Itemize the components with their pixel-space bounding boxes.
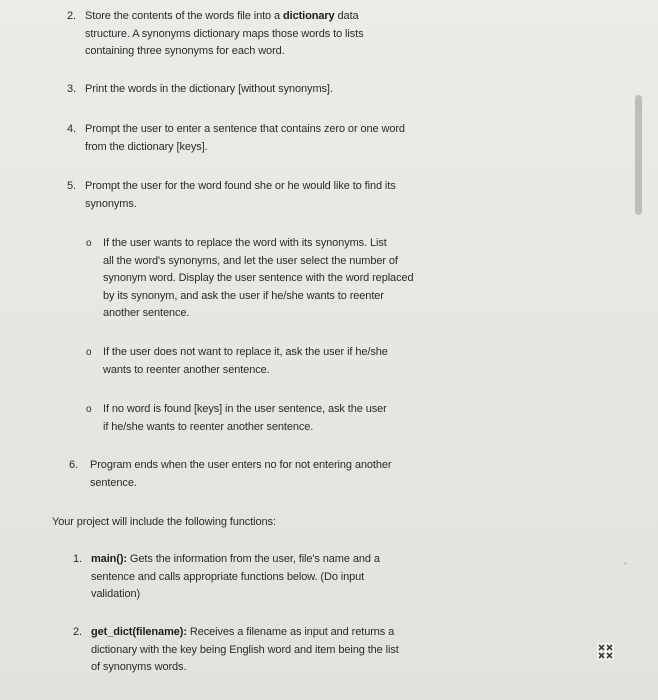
item-number: 3. [67, 83, 76, 95]
functions-intro: Your project will include the following functions: [52, 516, 276, 528]
function-name-main: main(): [91, 553, 127, 565]
collapse-arrows-icon[interactable] [597, 643, 614, 660]
keyword-dictionary: dictionary [283, 10, 335, 22]
document-page: 2. Store the contents of the words file into a dictionary data structure. A synonyms dictionary maps those words to lists containing three synonyms for each word. 3. Print the words in the dictionary [without synonyms]. 4. Prompt the user to enter a sentence that contains zero or one word from the dictionary [keys]. 5. Prompt the user for the word found she or he would like to find its synonyms. o If the user wants to replace the word with its synonyms. List all the word's synonyms, and let the user select the number of synonym word. Display the user sentence with the word replaced by its synonym, and ask the user if he/she wants to reenter another sentence. o If the user does not want to replace it, ask the user if he/she wants to reenter another sentence. o If no word is found [keys] in the user sentence, ask the user if he/she wants to reenter another sentence. 6. Program ends when the user enters no for not entering another sentence. Your project will include the following functions: 1. main(): Gets the information from the user, file's name and a sentence and calls appropriate functions below. (Do input validation) 2. get_dict(filename): Receives a filename as input and returns a dictionary with the key being English word and item being the list of synonyms words. [0, 0, 658, 700]
bullet-icon: o [86, 404, 92, 415]
item-number: 1. [73, 553, 82, 565]
item-number: 4. [67, 123, 76, 135]
bullet-icon: o [86, 238, 92, 249]
bullet-icon: o [86, 347, 92, 358]
item-number: 6. [69, 459, 78, 471]
function-name-get-dict: get_dict(filename): [91, 626, 187, 638]
item-number: 2. [67, 10, 76, 22]
scroll-dot [624, 562, 627, 565]
scrollbar-thumb[interactable] [635, 95, 642, 215]
item-number: 2. [73, 626, 82, 638]
item-number: 5. [67, 180, 76, 192]
